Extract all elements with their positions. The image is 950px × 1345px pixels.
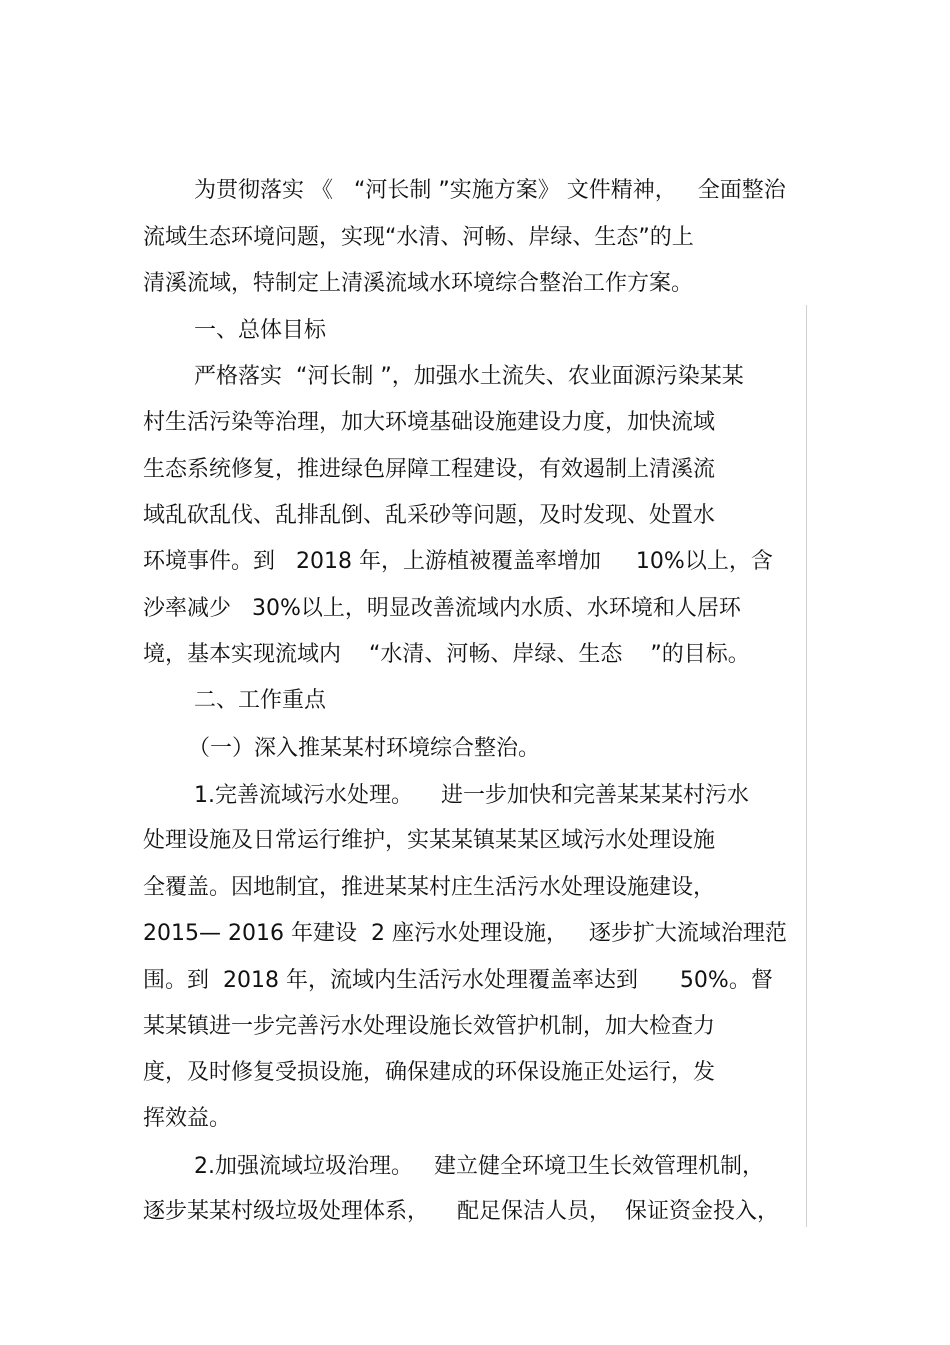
section-heading-overall-goal: 一、总体目标 <box>194 318 327 343</box>
paragraph-intro-line-3: 清溪流域，特制定上清溪流域水环境综合整治工作方案。 <box>143 271 694 296</box>
item-1-line-7: 度，及时修复受损设施，确保建成的环保设施正处运行，发 <box>143 1060 716 1085</box>
item-2-line-2: 逐步某某村级垃圾处理体系， 配足保洁人员， 保证资金投入， <box>143 1199 779 1224</box>
paragraph-intro-line-1: 为贯彻落实 《 “河长制 ”实施方案》 文件精神， 全面整治 <box>194 178 786 203</box>
section-heading-work-focus: 二、工作重点 <box>194 688 327 713</box>
paragraph-goal-line-1: 严格落实 “河长制 ”，加强水土流失、农业面源污染某某 <box>194 364 744 389</box>
paragraph-goal-line-4: 域乱砍乱伐、乱排乱倒、乱采砂等问题，及时发现、处置水 <box>143 503 716 528</box>
paragraph-goal-line-5: 环境事件。到 2018 年，上游植被覆盖率增加 10%以上，含 <box>143 549 773 574</box>
item-1-line-1: 1.完善流域污水处理。 进一步加快和完善某某某村污水 <box>194 783 749 808</box>
item-2-line-1: 2.加强流域垃圾治理。 建立健全环境卫生长效管理机制， <box>194 1154 764 1179</box>
item-1-line-2: 处理设施及日常运行维护，实某某镇某某区域污水处理设施 <box>143 828 716 853</box>
subsection-heading-1: （一）深入推某某村环境综合整治。 <box>188 736 541 761</box>
item-1-line-8: 挥效益。 <box>143 1106 232 1131</box>
paragraph-goal-line-7: 境，基本实现流域内 “水清、河畅、岸绿、生态 ”的目标。 <box>143 642 750 667</box>
item-1-line-3: 全覆盖。因地制宜，推进某某村庄生活污水处理设施建设， <box>143 875 716 900</box>
item-1-line-5: 围。到 2018 年，流域内生活污水处理覆盖率达到 50%。督 <box>143 968 773 993</box>
item-1-line-4: 2015— 2016 年建设 2 座污水处理设施， 逐步扩大流域治理范 <box>143 921 787 946</box>
margin-rule <box>806 305 807 1227</box>
item-1-line-6: 某某镇进一步完善污水处理设施长效管护机制，加大检查力 <box>143 1014 716 1039</box>
paragraph-goal-line-2: 村生活污染等治理，加大环境基础设施建设力度，加快流域 <box>143 410 716 435</box>
paragraph-goal-line-3: 生态系统修复，推进绿色屏障工程建设，有效遏制上清溪流 <box>143 457 716 482</box>
paragraph-intro-line-2: 流域生态环境问题，实现“水清、河畅、岸绿、生态”的上 <box>143 225 694 250</box>
paragraph-goal-line-6: 沙率减少 30%以上，明显改善流域内水质、水环境和人居环 <box>143 596 741 621</box>
